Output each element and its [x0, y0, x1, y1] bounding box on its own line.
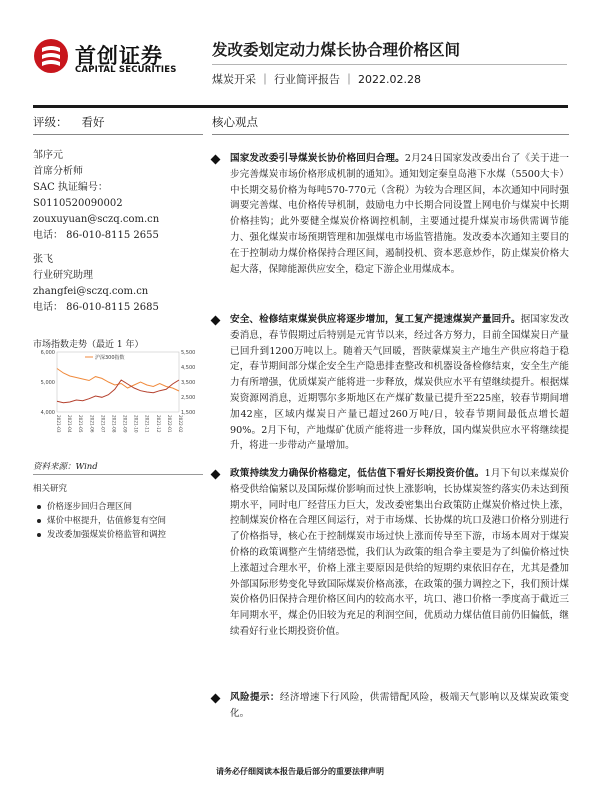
rating: [33, 114, 119, 130]
left-axis-tick: 4,000: [40, 410, 55, 416]
related-item[interactable]: [37, 500, 132, 512]
paragraph-text: 经济增速下行风险，供需错配风险，极端天气影响以及煤炭政策变化。: [230, 692, 570, 719]
viewpoint-paragraph: [212, 312, 569, 454]
related-item-label: 煤价中枢提升，估值修复有空间: [47, 516, 167, 526]
rating-label: 评级：: [33, 115, 68, 129]
related-item[interactable]: [37, 514, 166, 526]
rating-value: 看好: [81, 115, 105, 129]
legend-label: 沪深300指数: [95, 355, 125, 361]
paragraph-lead: 国家发改委引导煤炭长协价格回归合理。: [230, 153, 405, 164]
x-axis-tick: 2021-03: [56, 415, 61, 433]
analyst-phone: 电话： 86-010-8115 2655: [33, 230, 159, 241]
analyst-role: 行业研究助理: [33, 270, 93, 281]
x-axis-tick: 2021-11: [144, 415, 150, 433]
related-item-label: 价格逐步回归合理区间: [47, 502, 133, 512]
report-subtitle: 煤炭开采 ｜ 行业简评报告 ｜ 2022.02.28: [212, 73, 421, 86]
x-axis-tick: 2021-06: [89, 415, 95, 433]
related-heading: 相关研究: [33, 484, 68, 494]
market-index-chart: [33, 346, 203, 442]
report-title: 发改委划定动力煤长协合理价格区间: [212, 41, 461, 59]
x-axis-tick: 2021-05: [78, 415, 84, 433]
bullet-icon: [37, 533, 41, 537]
x-axis-tick: 2021-12: [155, 415, 161, 433]
left-axis-tick: 6,000: [40, 350, 55, 356]
analyst-role: 首席分析师: [33, 166, 83, 177]
brand-logo: [33, 38, 203, 78]
analyst-phone: 电话： 86-010-8115 2685: [33, 302, 159, 313]
logo-cn-text: 首创证券: [75, 44, 163, 68]
chart-title: 市场指数走势（最近 1 年）: [33, 340, 144, 350]
analyst-name: 邹序元: [33, 150, 63, 161]
right-axis-tick: 5,500: [181, 350, 196, 356]
left-axis-tick: 5,000: [40, 380, 55, 386]
right-axis-tick: 4,500: [181, 365, 196, 371]
analyst-cert: S0110520090002: [33, 198, 123, 209]
bullet-icon: [37, 519, 41, 523]
legal-footer: 请务必仔细阅读本报告最后部分的重要法律声明: [216, 766, 384, 776]
related-item[interactable]: [37, 528, 166, 540]
paragraph-lead: 风险提示：: [230, 692, 280, 703]
analyst-cert-label: SAC 执证编号：: [33, 182, 108, 193]
viewpoint-paragraph: [212, 466, 569, 640]
x-axis-tick: 2022-01: [166, 415, 172, 433]
x-axis-tick: 2021-10: [133, 415, 139, 433]
viewpoint-paragraph: [212, 151, 569, 277]
plot-frame: [57, 352, 179, 412]
section-title: 核心观点: [212, 115, 258, 129]
x-axis-tick: 2021-08: [111, 415, 117, 433]
title-divider: [212, 64, 567, 65]
paragraph-lead: 政策持续发力确保价格稳定，低估值下看好长期投资价值。: [230, 468, 485, 479]
left-rule: [33, 134, 203, 135]
series-line: [57, 380, 179, 403]
bullet-icon: [37, 505, 41, 509]
paragraph-text: 据国家发改委消息，春节假期过后特别是元宵节以来，经过各方努力，目前全国煤炭日产量已回升到1200万吨以上。随着天气回暖，晋陕蒙煤炭主产地生产供应将趋于稳定，春节期间部分煤企安全生产隐患排查整改和机器设备检修结束，安全生产能力有所增强，优质煤炭产能将进一步释放，煤炭供应水平有望继续提升。根据煤炭资源网消息，近期鄂尔多斯地区在产煤矿数量已提升至225座，较春节期间增加42座，区域内煤炭日产量已超过260万吨/日，较春节期间最低点增长超90%。2月下旬，产地煤矿优质产能将进一步释放，国内煤炭供应水平将继续提升，将进一步带动产量增加。: [230, 314, 570, 452]
right-rule: [212, 134, 569, 135]
right-axis-tick: 2,500: [181, 395, 196, 401]
analyst-name: 张飞: [33, 254, 53, 265]
logo-mark-icon: [33, 38, 69, 74]
right-axis-tick: 3,500: [181, 380, 196, 386]
related-item-label: 发改委加强煤炭价格监管和调控: [47, 530, 167, 540]
logo-en-text: CAPITAL SECURITIES: [75, 65, 177, 75]
data-source: 资料来源：Wind: [33, 462, 98, 472]
right-axis-tick: 1,500: [181, 410, 196, 416]
paragraph-text: 1月下旬以来煤炭价格受供给偏紧以及国际煤价影响而过快上涨影响，长协煤炭签约落实仍未达到预期水平，同时电厂经营压力巨大，发改委密集出台政策防止煤炭价格过快上涨，控制煤炭价格在合理区间运行，对于市场煤、长协煤的坑口及港口价格分别进行了价格指导，核心在于控制煤炭市场过快上涨而传导至下游，市场本周对于煤炭价格的政策调整产生情绪恐慌，我们认为政策的组合拳主要是为了纠偏价格过快上涨超过合理水平，价格上涨主要原因是供给的短期约束依旧存在，尤其是叠加外部国际形势变化导致国际煤炭价格高涨，在政策的强力调控之下，我们预计煤炭价格仍旧保持合理价格区间内的较高水平，坑口、港口价格一季度高于截近三年同期水平，煤企仍旧较为充足的利润空间，优质动力煤估值目前仍旧偏低，继续看好行业长期投资价值。: [230, 468, 569, 637]
analyst-email[interactable]: zhangfei@sczq.com.cn: [33, 286, 149, 297]
series-line: [57, 369, 179, 392]
paragraph-lead: 安全、检修结束煤炭供应将逐步增加，复工复产提速煤炭产量回升。: [230, 314, 521, 325]
paragraph-text: 2月24日国家发改委出台了《关于进一步完善煤炭市场价格形成机制的通知》。通知划定秦皇岛港下水煤（5500大卡）中长期交易价格为每吨570-770元（含税）为较为合理区间，本次通知中同时强调要完善煤、电价格传导机制，鼓励电力中长期合同设置上网电价与煤炭中长期价格挂钩；此外要健全煤炭价格调控机制，主要通过提升煤炭市场供需调节能力、强化煤炭市场预期管理和加强煤电市场监管措施。发改委本次通知主要目的在于控制动力煤价格保持合理区间，遏制投机、资本恶意炒作，防止煤炭价格大起大落，保障能源供应安全，稳定下游企业用煤成本。: [230, 153, 570, 275]
x-axis-tick: 2022-02: [178, 415, 183, 433]
x-axis-tick: 2021-04: [67, 415, 73, 433]
header-divider: [33, 105, 568, 108]
x-axis-tick: 2021-07: [100, 415, 106, 433]
x-axis-tick: 2021-09: [122, 415, 128, 433]
source-divider: [33, 474, 203, 475]
analyst-email[interactable]: zouxuyuan@sczq.com.cn: [33, 214, 160, 225]
risk-paragraph: [212, 690, 569, 722]
